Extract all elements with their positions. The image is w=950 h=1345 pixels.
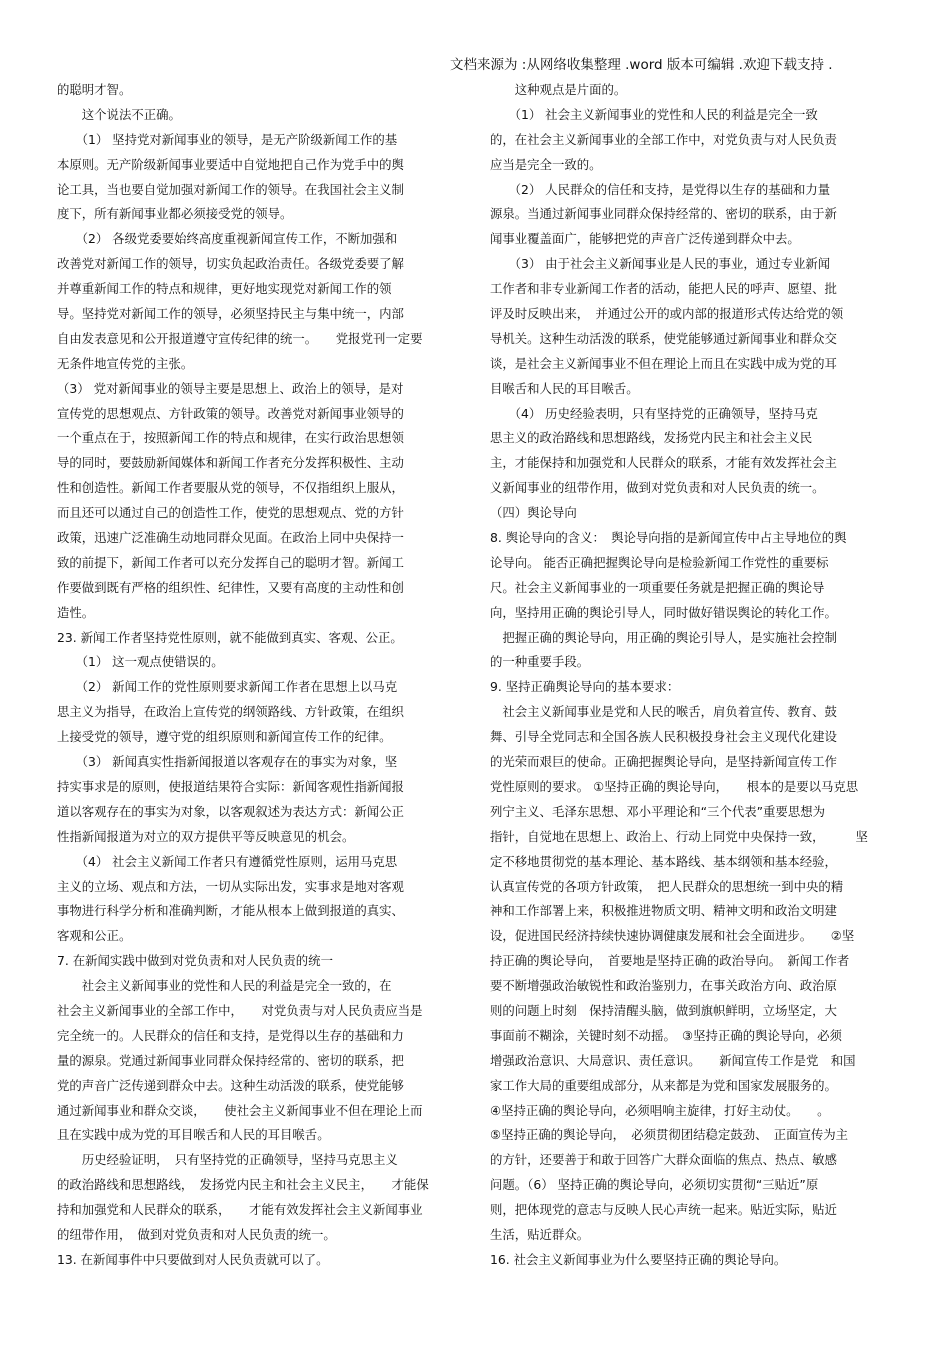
text-line: （1） 这一观点使错误的。 [57, 654, 224, 670]
text-line: 社会主义新闻事业的全部工作中， 对党负责与对人民负责应当是 [57, 1002, 423, 1018]
text-line: 目喉舌和人民的耳目喉舌。 [490, 380, 639, 396]
text-line: 量的源泉。党通过新闻事业同群众保持经常的、密切的联系，把 [57, 1052, 404, 1068]
text-line: 闻事业覆盖面广，能够把党的声音广泛传递到群众中去。 [490, 231, 800, 247]
text-line: 一个重点在于，按照新闻工作的特点和规律，在实行政治思想领 [57, 430, 404, 446]
text-line: 9. 坚持正确舆论导向的基本要求： [490, 679, 680, 695]
text-line: 问题。（6） 坚持正确的舆论导向，必须切实贯彻“三贴近”原 [490, 1177, 819, 1193]
text-line: 导机关。这种生动活泼的联系，使党能够通过新闻事业和群众交 [490, 330, 837, 346]
text-line: 通过新闻事业和群众交谈， 使社会主义新闻事业不但在理论上而 [57, 1102, 423, 1118]
text-line: （1） 社会主义新闻事业的党性和人民的利益是完全一致 [490, 106, 818, 122]
text-line: 导的同时，要鼓励新闻媒体和新闻工作者充分发挥积极性、主动 [57, 455, 404, 471]
text-line: （2） 新闻工作的党性原则要求新闻工作者在思想上以马克 [57, 679, 398, 695]
text-line: 工作者和非专业新闻工作者的活动，能把人民的呼声、愿望、批 [490, 281, 837, 297]
text-line: 家工作大局的重要组成部分，从来都是为党和国家发展服务的。 [490, 1077, 837, 1093]
text-line: ⑤坚持正确的舆论导向， 必须贯彻团结稳定鼓劲、 正面宣传为主 [490, 1127, 849, 1143]
text-line: 列宁主义、毛泽东思想、邓小平理论和“三个代表”重要思想为 [490, 803, 825, 819]
text-line: 的方针，还要善于和敢于回答广大群众面临的焦点、热点、敏感 [490, 1152, 837, 1168]
text-line: 主，才能保持和加强党和人民群众的联系，才能有效发挥社会主 [490, 455, 837, 471]
text-line: 要不断增强政治敏锐性和政治鉴别力，在事关政治方向、政治原 [490, 978, 837, 994]
text-line: 指针，自觉地在思想上、政治上、行动上同党中央保持一致， 坚 [490, 828, 868, 844]
text-line: 尺。社会主义新闻事业的一项重要任务就是把握正确的舆论导 [490, 579, 825, 595]
text-line: （3） 新闻真实性指新闻报道以客观存在的事实为对象，坚 [57, 754, 398, 770]
text-line: 思主义为指导，在政治上宣传党的纲领路线、方针政策，在组织 [57, 704, 404, 720]
text-line: 评及时反映出来， 并通过公开的或内部的报道形式传达给党的领 [490, 306, 844, 322]
text-line: 定不移地贯彻党的基本理论、基本路线、基本纲领和基本经验， [490, 853, 837, 869]
text-line: 性指新闻报道为对立的双方提供平等反映意见的机会。 [57, 828, 355, 844]
text-line: 论工具，当也要自觉加强对新闻工作的领导。在我国社会主义制 [57, 181, 404, 197]
text-line: 设，促进国民经济持续快速协调健康发展和社会全面进步。 ②坚 [490, 928, 855, 944]
text-line: 义新闻事业的纽带作用，做到对党负责和对人民负责的统一。 [490, 480, 825, 496]
text-line: 造性。 [57, 604, 95, 620]
text-line: 主义的立场、观点和方法，一切从实际出发，实事求是地对客观 [57, 878, 404, 894]
text-line: 导。坚持党对新闻工作的领导，必须坚持民主与集中统一，内部 [57, 306, 404, 322]
text-line: 的政治路线和思想路线， 发扬党内民主和社会主义民主， 才能保 [57, 1177, 429, 1193]
text-line: 完全统一的。人民群众的信任和支持，是党得以生存的基础和力 [57, 1027, 404, 1043]
text-line: 性和创造性。新闻工作者要服从党的领导，不仅指组织上服从， [57, 480, 404, 496]
text-line: 持正确的舆论导向， 首要地是坚持正确的政治导向。 新闻工作者 [490, 953, 850, 969]
text-line: （3） 由于社会主义新闻事业是人民的事业，通过专业新闻 [490, 256, 831, 272]
text-line: 本原则。无产阶级新闻事业要适中自觉地把自己作为党手中的舆 [57, 156, 404, 172]
text-line: 把握正确的舆论导向，用正确的舆论引导人，是实施社会控制 [490, 629, 837, 645]
text-line: （1） 坚持党对新闻事业的领导，是无产阶级新闻工作的基 [57, 131, 398, 147]
text-line: （3） 党对新闻事业的领导主要是思想上、政治上的领导，是对 [57, 380, 404, 396]
text-line: （四）舆论导向 [490, 505, 577, 521]
text-line: 持和加强党和人民群众的联系， 才能有效发挥社会主义新闻事业 [57, 1202, 423, 1218]
text-line: 政策，迅速广泛准确生动地同群众见面。在政治上同中央保持一 [57, 530, 404, 546]
text-line: 则，把体现党的意志与反映人民心声统一起来。贴近实际，贴近 [490, 1202, 837, 1218]
text-line: ④坚持正确的舆论导向，必须唱响主旋律，打好主动仗。 。 [490, 1102, 830, 1118]
text-line: 致的前提下，新闻工作者可以充分发挥自己的聪明才智。新闻工 [57, 554, 404, 570]
text-line: 论导向。 能否正确把握舆论导向是检验新闻工作党性的重要标 [490, 554, 829, 570]
text-line: 这个说法不正确。 [57, 106, 181, 122]
text-line: 的，在社会主义新闻事业的全部工作中，对党负责与对人民负责 [490, 131, 837, 147]
text-line: （4） 历史经验表明，只有坚持党的正确领导，坚持马克 [490, 405, 818, 421]
text-line: 谈，是社会主义新闻事业不但在理论上而且在实践中成为党的耳 [490, 355, 837, 371]
text-line: 13. 在新闻事件中只要做到对人民负责就可以了。 [57, 1251, 329, 1267]
text-line: 源泉。当通过新闻事业同群众保持经常的、密切的联系，由于新 [490, 206, 837, 222]
text-line: 生活，贴近群众。 [490, 1226, 590, 1242]
text-line: 持实事求是的原则，使报道结果符合实际：新闻客观性指新闻报 [57, 778, 404, 794]
text-line: 作要做到既有严格的组织性、纪律性，又要有高度的主动性和创 [57, 579, 404, 595]
text-line: 自由发表意见和公开报道遵守宣传纪律的统一。 党报党刊一定要 [57, 330, 423, 346]
text-line: 党的声音广泛传递到群众中去。这种生动活泼的联系，使党能够 [57, 1077, 404, 1093]
text-line: 认真宣传党的各项方针政策， 把人民群众的思想统一到中央的精 [490, 878, 844, 894]
text-line: 并尊重新闻工作的特点和规律，更好地实现党对新闻工作的领 [57, 281, 392, 297]
text-line: （2） 人民群众的信任和支持，是党得以生存的基础和力量 [490, 181, 831, 197]
text-line: 16. 社会主义新闻事业为什么要坚持正确的舆论导向。 [490, 1251, 787, 1267]
text-line: 舞、引导全党同志和全国各族人民积极投身社会主义现代化建设 [490, 729, 837, 745]
text-line: 则的问题上时刻 保持清醒头脑，做到旗帜鲜明，立场坚定，大 [490, 1002, 837, 1018]
text-line: 宣传党的思想观点、方针政策的领导。改善党对新闻事业领导的 [57, 405, 404, 421]
text-line: 的聪明才智。 [57, 82, 132, 97]
text-line: （2） 各级党委要始终高度重视新闻宣传工作，不断加强和 [57, 231, 398, 247]
text-line: 这种观点是片面的。 [490, 82, 627, 97]
text-line: 神和工作部署上来，积极推进物质文明、精神文明和政治文明建 [490, 903, 837, 919]
text-line: 客观和公正。 [57, 928, 132, 944]
text-line: 8. 舆论导向的含义： 舆论导向指的是新闻宣传中占主导地位的舆 [490, 530, 847, 546]
text-line: 道以客观存在的事实为对象，以客观叙述为表达方式：新闻公正 [57, 803, 404, 819]
text-line: 向，坚持用正确的舆论引导人，同时做好错误舆论的转化工作。 [490, 604, 837, 620]
text-line: 7. 在新闻实践中做到对党负责和对人民负责的统一 [57, 953, 333, 969]
text-line: 的光荣而艰巨的使命。正确把握舆论导向，是坚持新闻宣传工作 [490, 754, 837, 770]
left-column [57, 78, 457, 1273]
text-line: 社会主义新闻事业的党性和人民的利益是完全一致的，在 [57, 978, 392, 994]
text-line: 而且还可以通过自己的创造性工作，使党的思想观点、党的方针 [57, 505, 404, 521]
text-line: 23. 新闻工作者坚持党性原则，就不能做到真实、客观、公正。 [57, 629, 403, 645]
text-line: 改善党对新闻工作的领导，切实负起政治责任。各级党委要了解 [57, 256, 404, 272]
text-line: 上接受党的领导，遵守党的组织原则和新闻宣传工作的纪律。 [57, 729, 392, 745]
text-line: 应当是完全一致的。 [490, 156, 602, 172]
text-line: 党性原则的要求。 ①坚持正确的舆论导向， 根本的是要以马克思 [490, 778, 859, 794]
text-line: （4） 社会主义新闻工作者只有遵循党性原则，运用马克思 [57, 853, 398, 869]
text-line: 事物进行科学分析和准确判断，才能从根本上做到报道的真实、 [57, 903, 404, 919]
text-line: 增强政治意识、大局意识、责任意识。 新闻宣传工作是党 和国 [490, 1052, 856, 1068]
text-line: 度下，所有新闻事业都必须接受党的领导。 [57, 206, 293, 222]
text-line: 的纽带作用， 做到对党负责和对人民负责的统一。 [57, 1226, 336, 1242]
text-line: 且在实践中成为党的耳目喉舌和人民的耳目喉舌。 [57, 1127, 330, 1143]
text-line: 无条件地宣传党的主张。 [57, 355, 194, 371]
text-line: 事面前不糊涂，关键时刻不动摇。 ③坚持正确的舆论导向，必须 [490, 1027, 842, 1043]
right-column [490, 78, 892, 1273]
text-line: 社会主义新闻事业是党和人民的喉舌，肩负着宣传、教育、鼓 [490, 704, 837, 720]
text-line: 的一种重要手段。 [490, 654, 590, 670]
page-header: 文档来源为 :从网络收集整理 .word 版本可编辑 .欢迎下载支持 . [450, 57, 833, 73]
text-line: 历史经验证明， 只有坚持党的正确领导，坚持马克思主义 [57, 1152, 398, 1168]
text-line: 思主义的政治路线和思想路线，发扬党内民主和社会主义民 [490, 430, 813, 446]
